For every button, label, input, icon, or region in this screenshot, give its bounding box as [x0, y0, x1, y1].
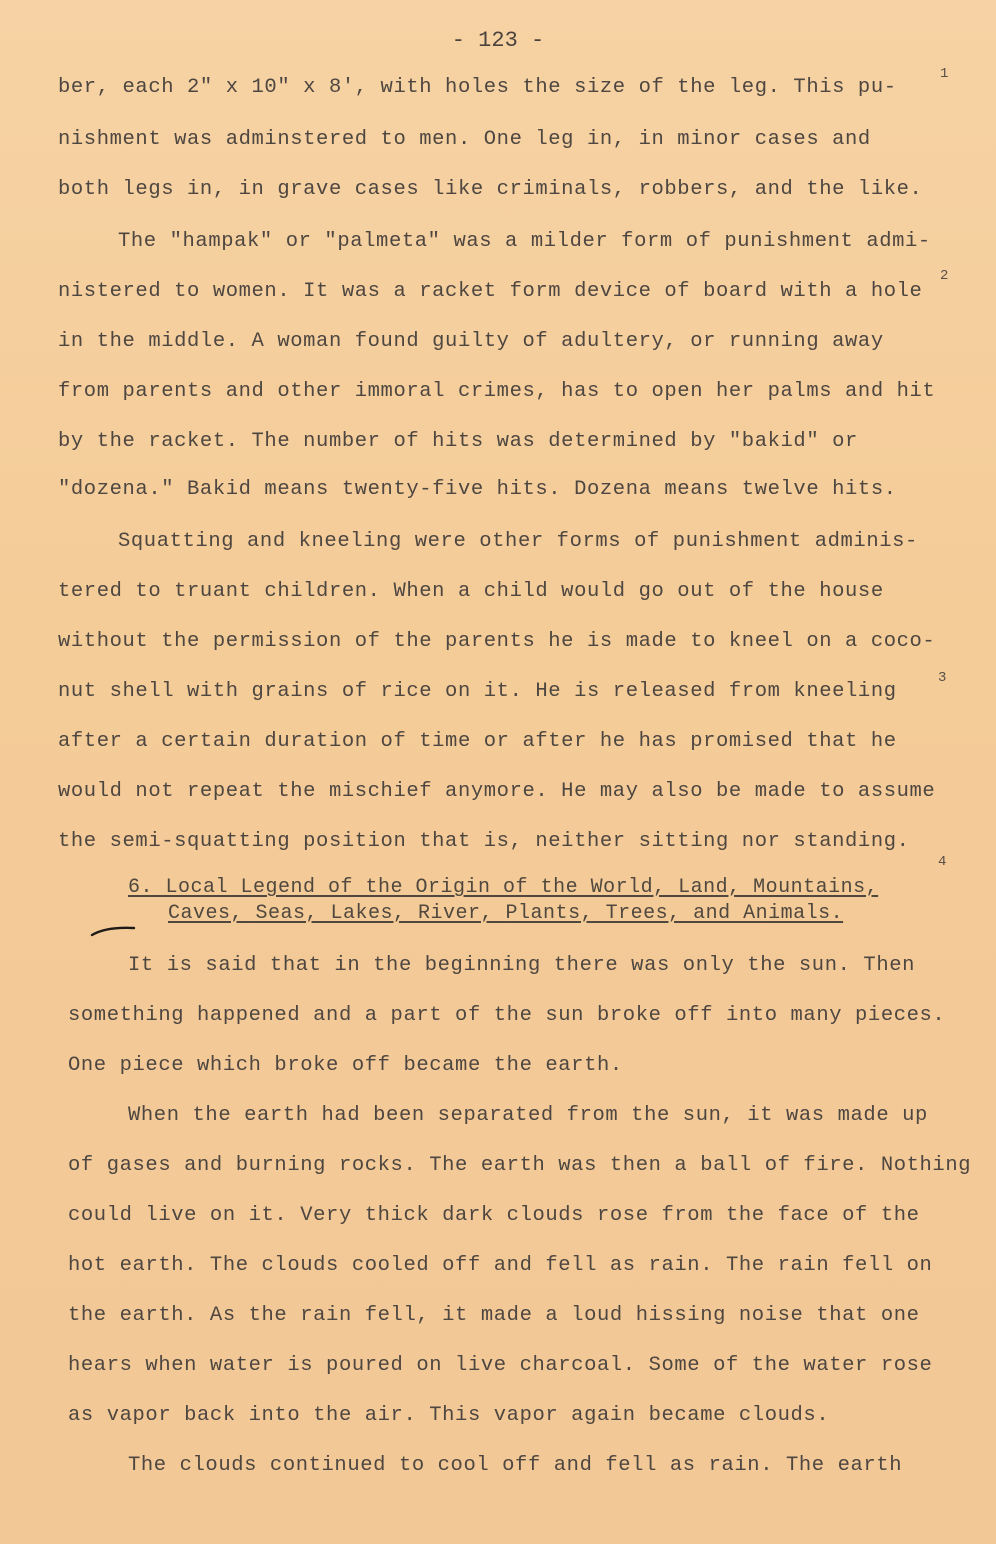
- margin-mark: 4: [938, 854, 947, 870]
- text-line: both legs in, in grave cases like criminals, robbers, and the like.: [58, 178, 923, 201]
- text-line: It is said that in the beginning there was only the sun. Then: [128, 954, 916, 977]
- text-line: The "hampak" or "palmeta" was a milder form of punishment admi-: [118, 230, 931, 253]
- text-line: could live on it. Very thick dark clouds rose from the face of the: [68, 1204, 920, 1227]
- text-line: hears when water is poured on live charcoal. Some of the water rose: [68, 1354, 933, 1377]
- text-line: after a certain duration of time or after he has promised that he: [58, 730, 897, 753]
- text-line: The clouds continued to cool off and fell as rain. The earth: [128, 1454, 903, 1477]
- text-line: nut shell with grains of rice on it. He is released from kneeling: [58, 680, 897, 703]
- text-line: of gases and burning rocks. The earth was then a ball of fire. Nothing: [68, 1154, 972, 1177]
- text-line: "dozena." Bakid means twenty-five hits. Dozena means twelve hits.: [58, 478, 897, 501]
- margin-mark: 1: [940, 66, 949, 82]
- text-line: nishment was adminstered to men. One leg in, in minor cases and: [58, 128, 871, 151]
- text-line: from parents and other immoral crimes, has to open her palms and hit: [58, 380, 936, 403]
- pen-stroke-mark: [90, 925, 136, 937]
- text-line: the semi-squatting position that is, neither sitting nor standing.: [58, 830, 910, 853]
- text-line: ber, each 2" x 10" x 8', with holes the size of the leg. This pu-: [58, 76, 897, 99]
- text-line: as vapor back into the air. This vapor again became clouds.: [68, 1404, 830, 1427]
- section-heading-line-1: 6. Local Legend of the Origin of the World, Land, Mountains,: [128, 876, 879, 899]
- text-line: something happened and a part of the sun broke off into many pieces.: [68, 1004, 946, 1027]
- text-line: Squatting and kneeling were other forms of punishment adminis-: [118, 530, 918, 553]
- text-line: would not repeat the mischief anymore. He may also be made to assume: [58, 780, 936, 803]
- text-line: in the middle. A woman found guilty of adultery, or running away: [58, 330, 884, 353]
- text-line: the earth. As the rain fell, it made a loud hissing noise that one: [68, 1304, 920, 1327]
- text-line: by the racket. The number of hits was determined by "bakid" or: [58, 430, 858, 453]
- text-line: One piece which broke off became the earth.: [68, 1054, 623, 1077]
- text-line: When the earth had been separated from the sun, it was made up: [128, 1104, 928, 1127]
- text-line: hot earth. The clouds cooled off and fell as rain. The rain fell on: [68, 1254, 933, 1277]
- margin-mark: 2: [940, 268, 949, 284]
- text-line: tered to truant children. When a child would go out of the house: [58, 580, 884, 603]
- section-heading-line-2: Caves, Seas, Lakes, River, Plants, Trees, and Animals.: [168, 902, 844, 925]
- text-line: without the permission of the parents he is made to kneel on a coco-: [58, 630, 936, 653]
- margin-mark: 3: [938, 670, 947, 686]
- text-line: nistered to women. It was a racket form device of board with a hole: [58, 280, 923, 303]
- page-number: - 123 -: [451, 28, 545, 53]
